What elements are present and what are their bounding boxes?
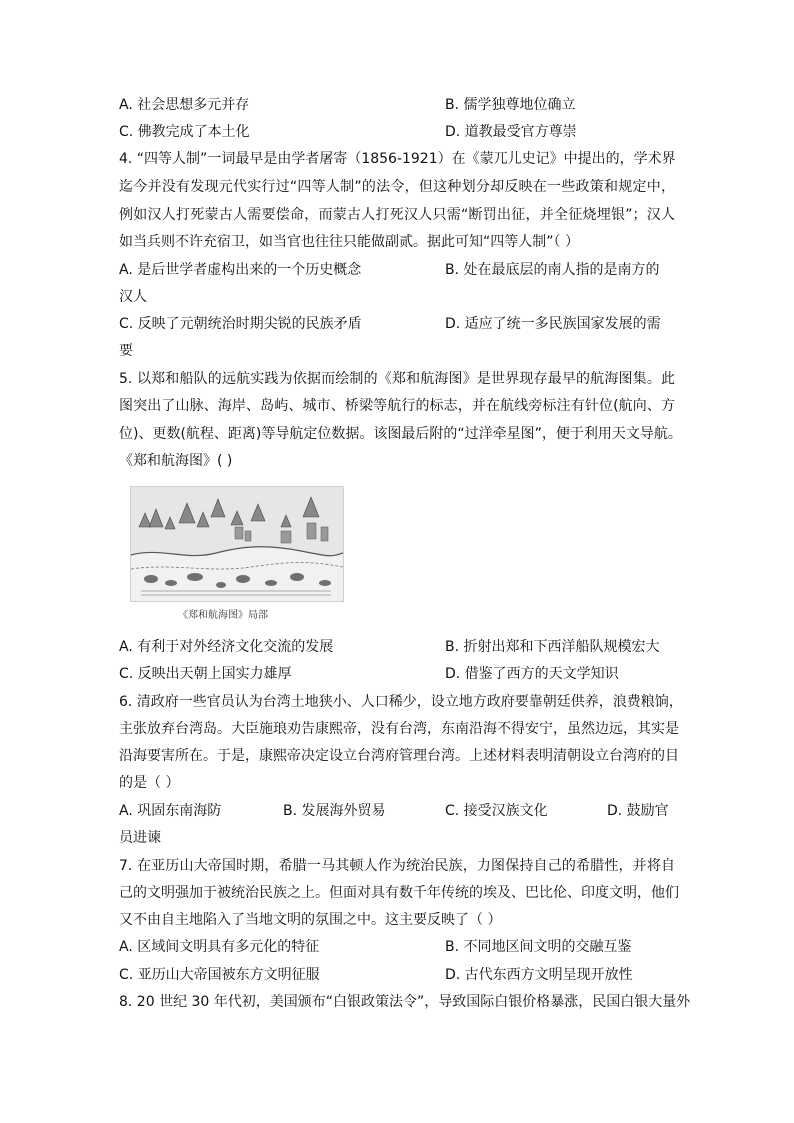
q3-option-c: C. 佛教完成了本土化 xyxy=(119,124,250,140)
q7-option-c: C. 亚历山大帝国被东方文明征服 xyxy=(119,967,320,983)
q5-option-d: D. 借鉴了西方的天文学知识 xyxy=(445,666,619,682)
q6-option-b: B. 发展海外贸易 xyxy=(283,803,386,819)
q6-stem-line-4: 的是（ ） xyxy=(119,775,180,791)
q5-stem-line-2: 图突出了山脉、海岸、岛屿、城市、桥梁等航行的标志，并在航线旁标注有针位(航向、方 xyxy=(119,398,675,414)
q7-option-d: D. 古代东西方文明呈现开放性 xyxy=(445,967,633,983)
q7-stem-line-2: 己的文明强加于被统治民族之上。但面对具有数千年传统的埃及、巴比伦、印度文明，他们 xyxy=(119,885,679,901)
q7-option-b: B. 不同地区间文明的交融互鉴 xyxy=(445,939,632,955)
q6-option-a: A. 巩固东南海防 xyxy=(119,803,222,819)
q4-stem-line-1: 4. “四等人制”一词最早是由学者屠寄（1856-1921）在《蒙兀儿史记》中提出的，学术界 xyxy=(119,151,676,167)
figure-caption: 《郑和航海图》局部 xyxy=(178,610,268,621)
q3-option-b: B. 儒学独尊地位确立 xyxy=(445,97,576,113)
q8-stem-line-1: 8. 20 世纪 30 年代初，美国颁布“白银政策法令”，导致国际白银价格暴涨，民国白银大量外 xyxy=(119,994,691,1010)
q3-option-d: D. 道教最受官方尊崇 xyxy=(445,124,577,140)
q6-option-d-continued: 员进谏 xyxy=(119,830,161,846)
q4-option-b: B. 处在最底层的南人指的是南方的 xyxy=(445,262,660,278)
q6-stem-line-2: 主张放弃台湾岛。大臣施琅劝告康熙帝，没有台湾，东南沿海不得安宁，虽然边远，其实是 xyxy=(119,721,679,737)
q4-option-d-continued: 要 xyxy=(119,343,133,359)
q7-option-a: A. 区域间文明具有多元化的特征 xyxy=(119,939,320,955)
q4-option-c: C. 反映了元朝统治时期尖锐的民族矛盾 xyxy=(119,316,362,332)
q5-option-a: A. 有利于对外经济文化交流的发展 xyxy=(119,639,334,655)
q4-option-a: A. 是后世学者虚构出来的一个历史概念 xyxy=(119,262,362,278)
q5-option-b: B. 折射出郑和下西洋船队规模宏大 xyxy=(445,639,660,655)
q6-option-d: D. 鼓励官 xyxy=(607,803,669,819)
q3-option-a: A. 社会思想多元并存 xyxy=(119,97,250,113)
q4-option-d: D. 适应了统一多民族国家发展的需 xyxy=(445,316,661,332)
zheng-he-nautical-chart-image xyxy=(130,486,344,602)
q5-stem-line-1: 5. 以郑和船队的远航实践为依据而绘制的《郑和航海图》是世界现存最早的航海图集。此 xyxy=(119,371,675,387)
q7-stem-line-3: 又不由自主地陷入了当地文明的氛围之中。这主要反映了（ ） xyxy=(119,912,502,928)
q4-option-b-continued: 汉人 xyxy=(119,289,147,305)
q6-stem-line-3: 沿海要害所在。于是，康熙帝决定设立台湾府管理台湾。上述材料表明清朝设立台湾府的目 xyxy=(119,748,679,764)
q4-stem-line-4: 如当兵则不许充宿卫，如当官也往往只能做副贰。据此可知“四等人制”（ ） xyxy=(119,234,579,250)
q5-stem-line-3: 位)、更数(航程、距离)等导航定位数据。该图最后附的“过洋牵星图”，便于利用天文导航。 xyxy=(119,426,682,442)
q6-stem-line-1: 6. 清政府一些官员认为台湾土地狭小、人口稀少，设立地方政府要靠朝廷供养，浪费粮饷， xyxy=(119,694,683,710)
q7-stem-line-1: 7. 在亚历山大帝国时期，希腊一马其顿人作为统治民族，力图保持自己的希腊性，并将自 xyxy=(119,858,675,874)
q6-option-c: C. 接受汉族文化 xyxy=(445,803,548,819)
q4-stem-line-3: 例如汉人打死蒙古人需要偿命，而蒙古人打死汉人只需“断罚出征，并全征烧埋银”；汉人 xyxy=(119,207,675,223)
q5-stem-line-4: 《郑和航海图》( ) xyxy=(119,453,233,469)
q4-stem-line-2: 迄今并没有发现元代实行过“四等人制”的法令，但这种划分却反映在一些政策和规定中， xyxy=(119,179,675,195)
q5-option-c: C. 反映出天朝上国实力雄厚 xyxy=(119,666,292,682)
